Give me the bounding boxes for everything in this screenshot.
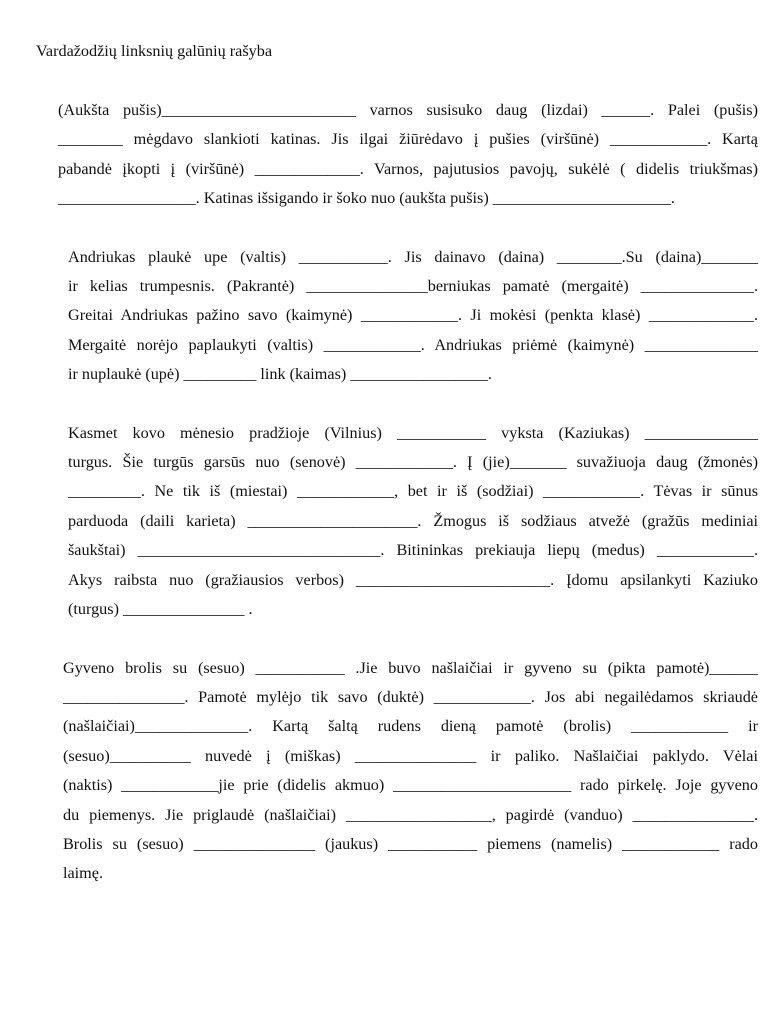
exercise-paragraph bbox=[36, 654, 758, 889]
worksheet-title: Vardažodžių linksnių galūnių rašyba bbox=[36, 42, 273, 60]
text-line: ir kelias trumpesnis. (Pakrantė) _______________berniukas pamatė (mergaitė) ______________. bbox=[68, 277, 758, 296]
exercise-paragraph bbox=[36, 96, 758, 214]
text-line: (Aukšta pušis)________________________ varnos susisuko daug (lizdai) ______. Palei (pušis) bbox=[58, 101, 758, 119]
text-line: Gyveno brolis su (sesuo) ___________ .Jie buvo našlaičiai ir gyveno su (pikta pamotė)______ bbox=[63, 658, 758, 677]
text-line: pabandė įkopti į (viršūnė) _____________. Varnos, pajutusios pavojų, sukėlė ( didelis triukšmas) bbox=[58, 159, 758, 178]
text-line: _______________. Pamotė mylėjo tik savo (duktė) ____________. Jos abi negailėdamos skriaudė bbox=[63, 687, 758, 706]
worksheet-page bbox=[36, 39, 758, 889]
text-line: du piemenys. Jie priglaudė (našlaičiai) __________________, pagirdė (vanduo) _______________. bbox=[63, 805, 758, 824]
text-line: parduoda (daili karieta) _____________________. Žmogus iš sodžiaus atvežė (gražūs mediniai bbox=[68, 511, 758, 530]
text-line: _________________. Katinas išsigando ir šoko nuo (aukšta pušis) ______________________. bbox=[58, 189, 675, 208]
text-line: (našlaičiai)______________. Kartą šaltą rudens dieną pamotė (brolis) ____________ ir bbox=[63, 717, 758, 736]
exercise-paragraph bbox=[36, 243, 758, 390]
text-line: (naktis) ____________jie prie (didelis akmuo) ______________________ rado pirkelę. Joje gyveno bbox=[63, 776, 758, 795]
text-line: Brolis su (sesuo) _______________ (jaukus) ___________ piemens (namelis) ____________ rado bbox=[63, 834, 758, 853]
text-line: ________ mėgdavo slankioti katinas. Jis ilgai žiūrėdavo į pušies (viršūnė) ____________. Kartą bbox=[58, 130, 758, 149]
text-line: Greitai Andriukas pažino savo (kaimynė) ____________. Ji mokėsi (penkta klasė) _____________. bbox=[68, 306, 758, 325]
text-line: Mergaitė norėjo paplaukyti (valtis) ____________. Andriukas priėmė (kaimynė) ______________ bbox=[68, 335, 758, 354]
text-line: Andriukas plaukė upe (valtis) ___________. Jis dainavo (daina) ________.Su (daina)_______ bbox=[68, 247, 758, 266]
text-line: turgus. Šie turgūs garsūs nuo (senovė) ____________. Į (jie)_______ suvažiuoja daug (žmonės) bbox=[68, 453, 758, 472]
text-line: laimę. bbox=[63, 864, 104, 883]
text-line: ir nuplaukė (upė) _________ link (kaimas) _________________. bbox=[68, 365, 492, 384]
text-line: (turgus) _______________ . bbox=[68, 600, 253, 619]
text-line: šaukštai) ______________________________. Bitininkas prekiauja liepų (medus) ____________. bbox=[68, 541, 758, 560]
text-line: Akys raibsta nuo (gražiausios verbos) ________________________. Įdomu apsilankyti Kaziuko bbox=[68, 570, 758, 589]
text-line: (sesuo)__________ nuvedė į (miškas) _______________ ir paliko. Našlaičiai paklydo. Vėlai bbox=[63, 746, 758, 765]
text-line: _________. Ne tik iš (miestai) ____________, bet ir iš (sodžiai) ____________. Tėvas ir sūnus bbox=[68, 482, 758, 501]
text-line: Kasmet kovo mėnesio pradžioje (Vilnius) ___________ vyksta (Kaziukas) ______________ bbox=[68, 423, 758, 442]
exercise-paragraph bbox=[36, 419, 758, 625]
